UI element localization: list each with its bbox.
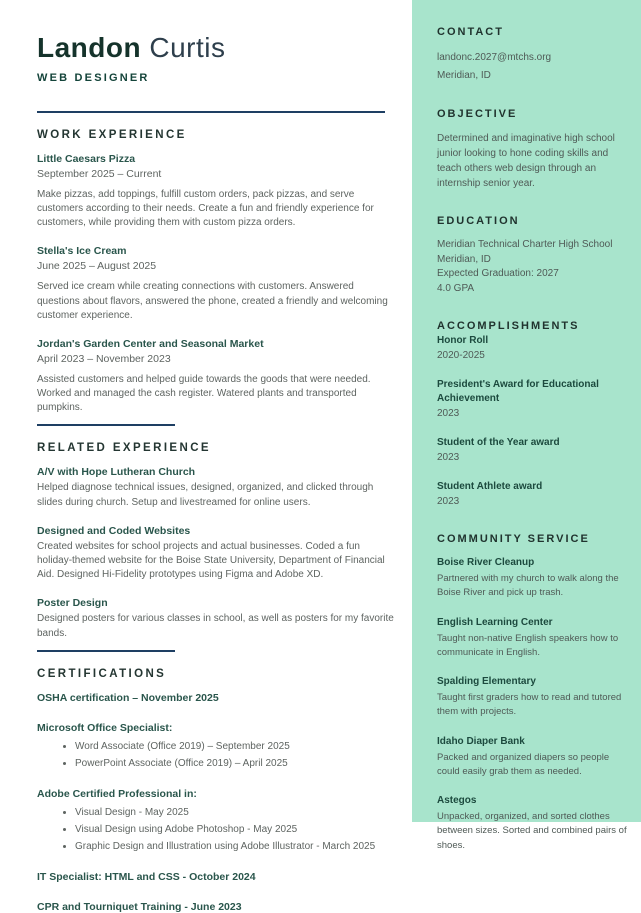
related-entry-description: Created websites for school projects and actual businesses. Coded a fun holiday-themed website for the Boise State University, Department of Financial Aid. Designed Hi-Fidelity prototypes using Figma and Adobe XD. [37, 540, 385, 581]
accomplishments-heading: ACCOMPLISHMENTS [437, 320, 580, 332]
community-service-title: Spalding Elementary [437, 676, 536, 687]
certification-entry [37, 692, 397, 704]
certification-bullet: • Visual Design - May 2025 [75, 806, 397, 819]
community-service-entry [437, 556, 627, 601]
community-service-heading: COMMUNITY SERVICE [437, 533, 590, 545]
related-entry-title: A/V with Hope Lutheran Church [37, 466, 196, 479]
community-service-title: English Learning Center [437, 616, 553, 628]
section-work-experience [37, 129, 397, 416]
community-service-entry [437, 735, 627, 780]
sidebar-section-objective [437, 108, 627, 191]
accomplishment-entry [437, 480, 627, 509]
accomplishment-title: Student of the Year award [437, 437, 560, 448]
community-service-entry [437, 794, 627, 853]
certification-bullet: • Visual Design using Adobe Photoshop - May 2025 [75, 823, 397, 836]
education-gpa: 4.0 GPA [437, 282, 475, 294]
last-name: Curtis [149, 32, 226, 63]
accomplishment-entry [437, 436, 627, 465]
objective-heading: OBJECTIVE [437, 108, 518, 120]
section-related-experience [37, 442, 397, 640]
certification-entry [37, 871, 397, 883]
certification-entry [37, 901, 397, 913]
job-entry-description: Make pizzas, add toppings, fulfill custom orders, pack pizzas, and serve customers according to their needs. Create a fun and friendly experience for customers, while providing them with custom pizza orders. [37, 188, 374, 229]
certification-entry [37, 788, 397, 853]
education-heading: EDUCATION [437, 215, 520, 227]
certification-title: CPR and Tourniquet Training - June 2023 [37, 900, 242, 913]
certification-title: IT Specialist: HTML and CSS - October 2024 [37, 870, 256, 883]
job-entry-title: Stella's Ice Cream [37, 245, 127, 258]
job-entry-description: Served ice cream while creating connections with customers. Answered questions about flavors, answered the phone, created a friendly and welcoming customer experience. [37, 281, 388, 321]
job-title: WEB DESIGNER [37, 71, 150, 84]
sidebar [412, 0, 641, 851]
accomplishment-year: 2023 [437, 496, 460, 507]
related-entry-title: Poster Design [37, 597, 108, 610]
related-entry [37, 597, 397, 640]
education-graduation: Expected Graduation: 2027 [437, 268, 559, 279]
header [37, 0, 397, 84]
education-location: Meridian, ID [437, 253, 491, 265]
certification-title: Adobe Certified Professional in: [37, 787, 197, 800]
accomplishment-year: 2023 [437, 408, 460, 419]
accomplishment-year: 2020-2025 [437, 350, 485, 361]
sidebar-section-education [437, 215, 627, 296]
accomplishment-year: 2023 [437, 452, 460, 463]
certifications-heading: CERTIFICATIONS [37, 667, 167, 680]
sidebar-section-community-service [437, 533, 627, 853]
community-service-entry [437, 616, 627, 661]
certification-bullet: • PowerPoint Associate (Office 2019) – April 2025 [75, 757, 397, 770]
certification-bullet-list [37, 806, 397, 853]
community-service-description: Taught non-native English speakers how to communicate in English. [437, 632, 619, 658]
related-entry-title: Designed and Coded Websites [37, 524, 191, 537]
work-experience-heading: WORK EXPERIENCE [37, 128, 187, 141]
main-column [37, 0, 397, 913]
certification-bullet: • Graphic Design and Illustration using Adobe Illustrator - March 2025 [75, 840, 397, 853]
header-divider [37, 111, 385, 113]
certification-title: Microsoft Office Specialist: [37, 721, 173, 734]
section-divider [37, 650, 175, 652]
certification-entry [37, 722, 397, 770]
job-entry-description: Assisted customers and helped guide towards the goods that were needed. Worked and managed the cash register. Watered plants and transported pumpkins. [37, 373, 371, 414]
related-entry-description: Designed posters for various classes in school, as well as posters for my favorite bands. [37, 613, 394, 639]
job-entry [37, 245, 397, 323]
certification-title: OSHA certification – November 2025 [37, 691, 219, 704]
job-entry [37, 338, 397, 416]
accomplishment-title: Honor Roll [437, 335, 489, 346]
related-entry [37, 466, 397, 509]
job-entry-title: Little Caesars Pizza [37, 152, 136, 165]
contact-email: landonc.2027@mtchs.org [437, 52, 552, 63]
related-experience-heading: RELATED EXPERIENCE [37, 442, 211, 455]
certification-bullet: • Word Associate (Office 2019) – September 2025 [75, 740, 397, 753]
community-service-description: Packed and organized diapers so people could easily grab them as needed. [437, 751, 610, 777]
contact-heading: CONTACT [437, 26, 504, 38]
section-divider [37, 424, 175, 426]
objective-text: Determined and imaginative high school junior looking to hone coding skills and teach others web design through an internship senior year. [437, 133, 615, 189]
related-entry-description: Helped diagnose technical issues, designed, organized, and clicked through slides during church. Setup and livestreamed for online users. [37, 482, 374, 508]
community-service-description: Partnered with my church to walk along the Boise River and pick up trash. [437, 573, 619, 599]
accomplishment-title: President's Award for Educational Achievement [437, 379, 599, 404]
accomplishment-entry [437, 334, 627, 363]
contact-location: Meridian, ID [437, 69, 491, 81]
related-entry [37, 525, 397, 583]
community-service-description: Taught first graders how to read and tutored them with projects. [437, 692, 622, 718]
job-entry [37, 153, 397, 231]
job-entry-dates: September 2025 – Current [37, 167, 162, 180]
first-name: Landon [37, 32, 142, 63]
certification-bullet-list [37, 740, 397, 770]
job-entry-dates: June 2025 – August 2025 [37, 260, 157, 273]
sidebar-section-accomplishments [437, 320, 627, 509]
community-service-title: Astegos [437, 795, 477, 806]
section-certifications [37, 668, 397, 913]
community-service-title: Idaho Diaper Bank [437, 735, 525, 747]
community-service-description: Unpacked, organized, and sorted clothes between sizes. Sorted and combined pairs of shoes. [437, 811, 627, 851]
job-entry-dates: April 2023 – November 2023 [37, 352, 171, 365]
job-entry-title: Jordan's Garden Center and Seasonal Market [37, 337, 264, 350]
accomplishment-title: Student Athlete award [437, 481, 543, 492]
community-service-entry [437, 675, 627, 720]
sidebar-section-contact [437, 26, 627, 84]
community-service-title: Boise River Cleanup [437, 557, 535, 568]
accomplishment-entry [437, 378, 627, 421]
person-name [37, 33, 397, 64]
education-school: Meridian Technical Charter High School [437, 239, 613, 250]
